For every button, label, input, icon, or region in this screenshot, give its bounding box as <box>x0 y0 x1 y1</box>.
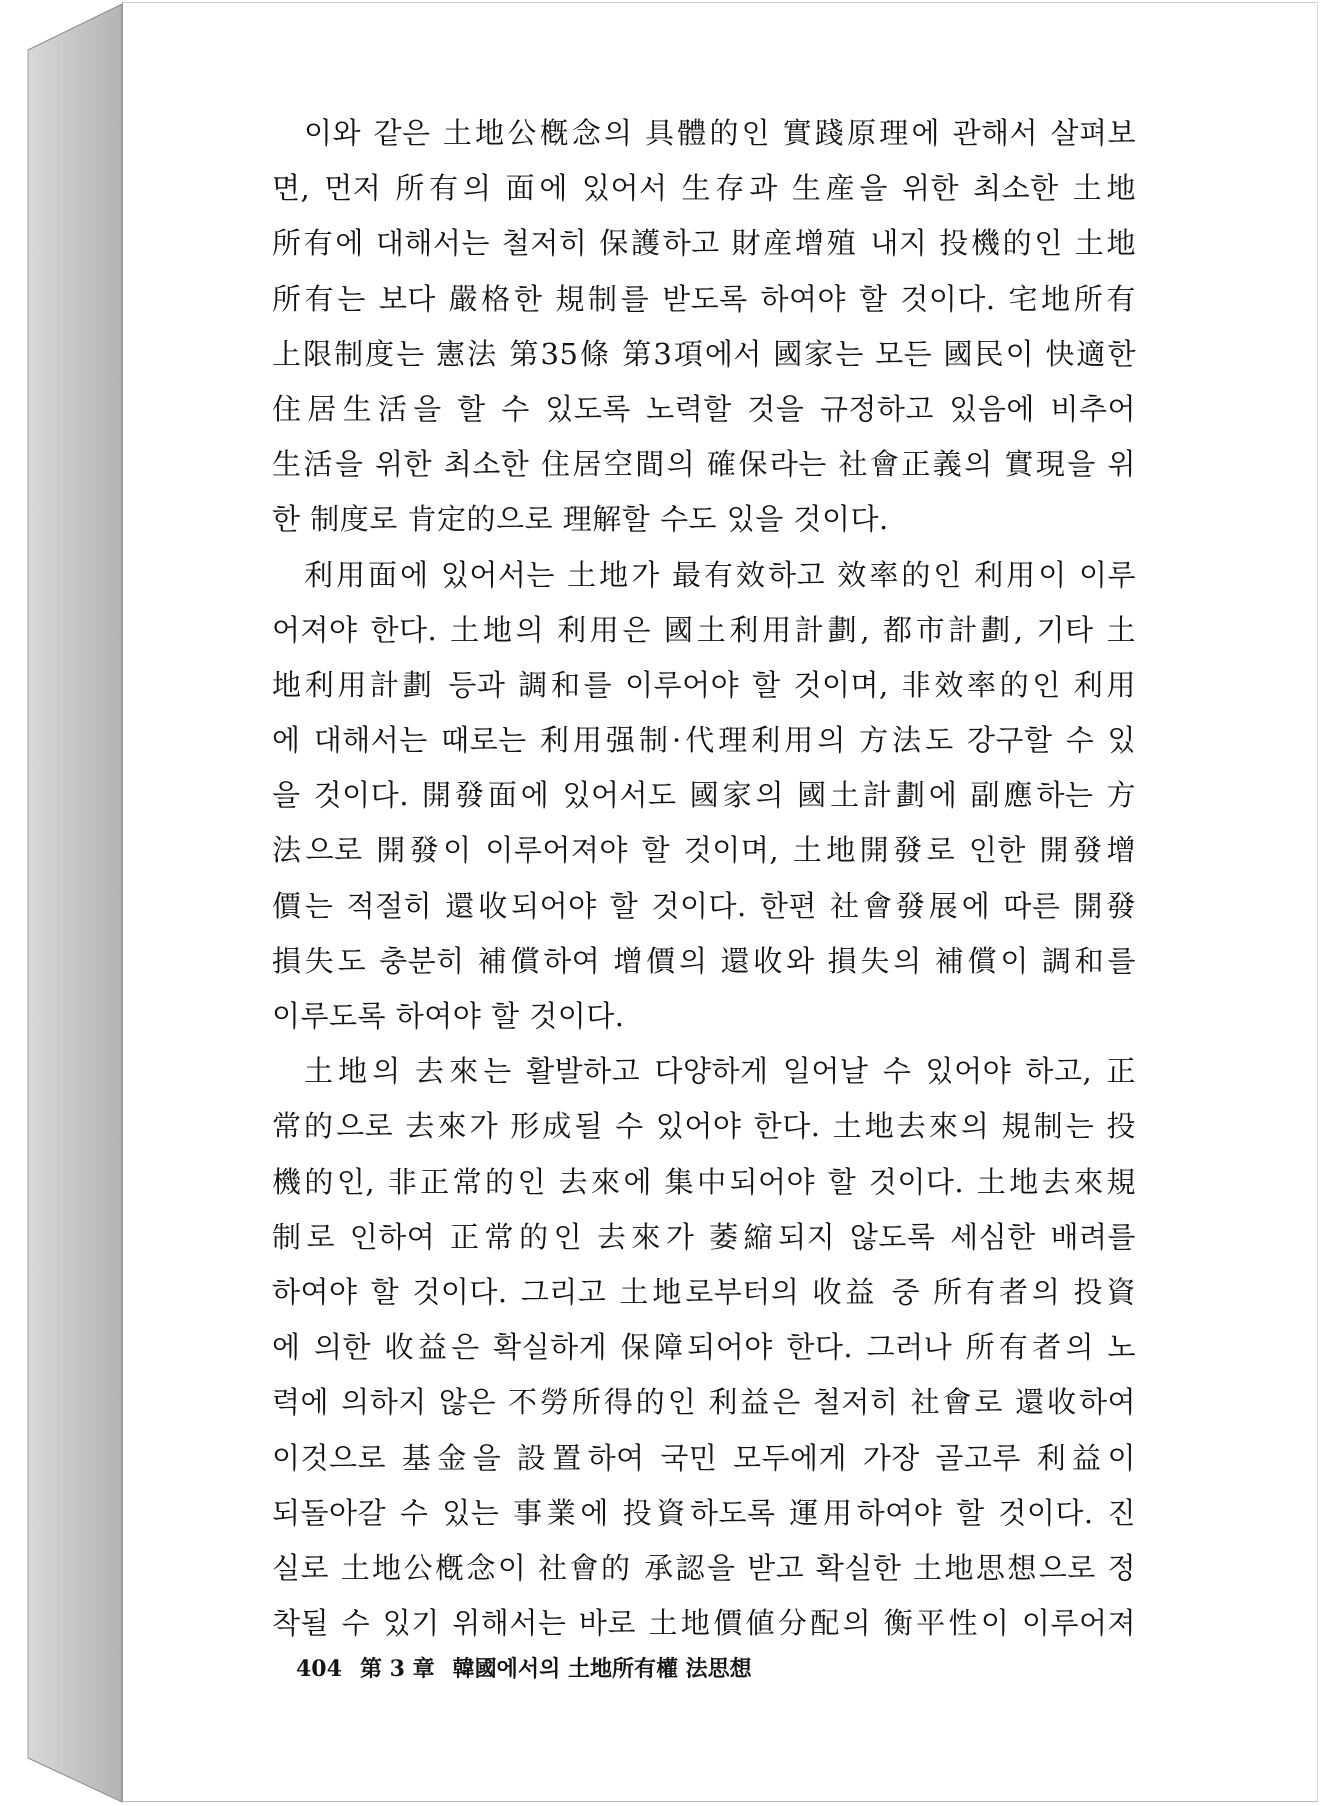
text-line: 所有에 대해서는 철저히 保護하고 財産增殖 내지 投機的인 土地 <box>272 226 1136 261</box>
chapter-label: 第 3 章 <box>359 1656 435 1682</box>
text-line: 에 대해서는 때로는 利用强制·代理利用의 方法도 강구할 수 있 <box>272 723 1136 758</box>
text-line: 所有는 보다 嚴格한 規制를 받도록 하여야 할 것이다. 宅地所有 <box>272 281 1136 316</box>
text-line: 地利用計劃 등과 調和를 이루어야 할 것이며, 非效率的인 利用 <box>272 667 1136 702</box>
text-line: 價는 적절히 還收되어야 할 것이다. 한편 社會發展에 따른 開發 <box>272 888 1136 923</box>
text-line: 生活을 위한 최소한 住居空間의 確保라는 社會正義의 實現을 위 <box>272 447 1136 482</box>
text-line: 利用面에 있어서는 土地가 最有效하고 效率的인 利用이 이루 <box>304 557 1136 592</box>
text-line: 이루도록 하여야 할 것이다. <box>272 999 625 1033</box>
text-line: 損失도 충분히 補償하여 增價의 還收와 損失의 補償이 調和를 <box>272 943 1136 978</box>
page-body-text <box>272 106 1136 1651</box>
text-line: 이와 같은 土地公槪念의 具體的인 實踐原理에 관해서 살펴보 <box>304 116 1136 150</box>
text-line: 착될 수 있기 위해서는 바로 土地價値分配의 衡平性이 이루어져 <box>272 1606 1136 1641</box>
running-title: 韓國에서의 土地所有權 法思想 <box>452 1656 752 1682</box>
text-line: 上限制度는 憲法 第35條 第3項에서 國家는 모든 國民이 快適한 <box>272 336 1136 371</box>
text-line: 실로 土地公槪念이 社會的 承認을 받고 확실한 土地思想으로 정 <box>272 1550 1136 1585</box>
text-line: 한 制度로 肯定的으로 理解할 수도 있을 것이다. <box>272 502 889 537</box>
text-line: 機的인, 非正常的인 去來에 集中되어야 할 것이다. 土地去來規 <box>272 1164 1136 1199</box>
text-line: 력에 의하지 않은 不勞所得的인 利益은 철저히 社會로 還收하여 <box>272 1385 1136 1420</box>
text-line: 면, 먼저 所有의 面에 있어서 生存과 生産을 위한 최소한 土地 <box>272 171 1136 206</box>
text-line: 하여야 할 것이다. 그리고 土地로부터의 收益 중 所有者의 投資 <box>272 1274 1136 1309</box>
text-line: 어져야 한다. 土地의 利用은 國土利用計劃, 都市計劃, 기타 土 <box>272 612 1136 647</box>
text-line: 制로 인하여 正常的인 去來가 萎縮되지 않도록 세심한 배려를 <box>272 1219 1136 1254</box>
text-line: 을 것이다. 開發面에 있어서도 國家의 國土計劃에 副應하는 方 <box>272 778 1136 813</box>
text-line: 에 의한 收益은 확실하게 保障되어야 한다. 그러나 所有者의 노 <box>272 1330 1136 1365</box>
page-footer <box>296 1652 770 1683</box>
page-number: 404 <box>296 1656 342 1682</box>
text-line: 住居生活을 할 수 있도록 노력할 것을 규정하고 있음에 비추어 <box>272 391 1136 426</box>
text-line: 土地의 去來는 활발하고 다양하게 일어날 수 있어야 하고, 正 <box>304 1054 1136 1089</box>
text-line: 常的으로 去來가 形成될 수 있어야 한다. 土地去來의 規制는 投 <box>272 1109 1136 1144</box>
text-line: 이것으로 基金을 設置하여 국민 모두에게 가장 골고루 利益이 <box>272 1440 1136 1475</box>
text-line: 되돌아갈 수 있는 事業에 投資하도록 運用하여야 할 것이다. 진 <box>272 1495 1136 1530</box>
text-line: 法으로 開發이 이루어져야 할 것이며, 土地開發로 인한 開發增 <box>272 833 1136 868</box>
